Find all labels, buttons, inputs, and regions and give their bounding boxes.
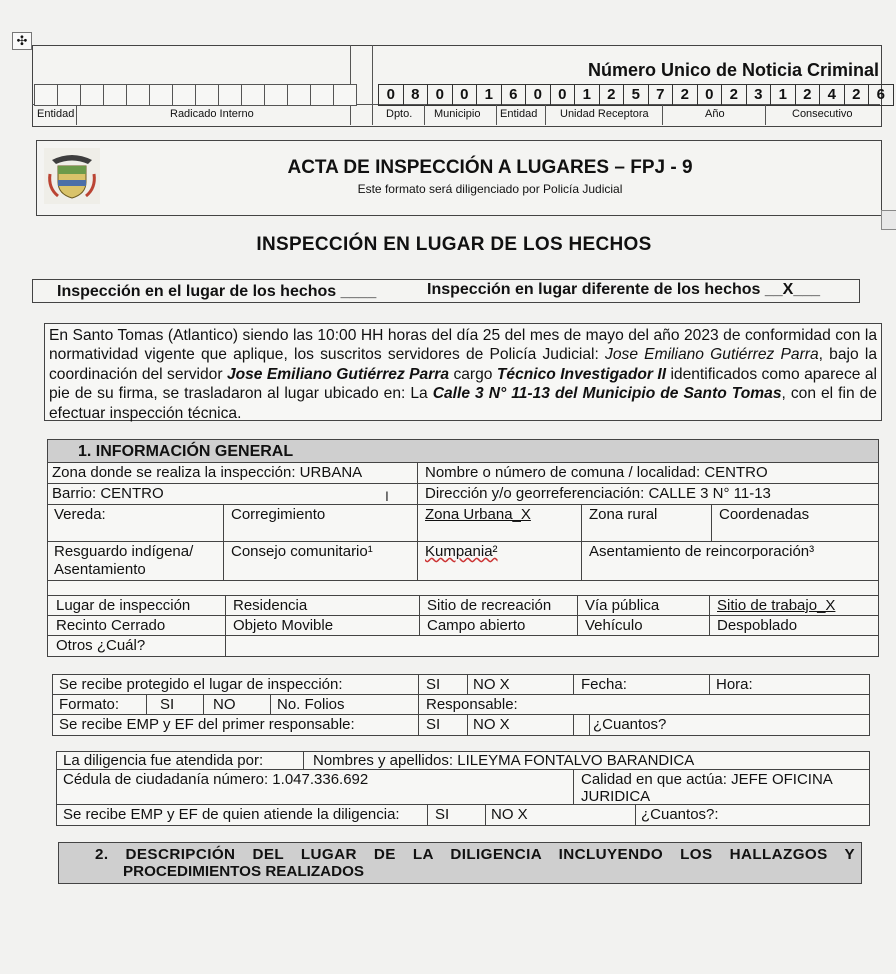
protected-si: SI [426, 676, 441, 693]
formato-si: SI [160, 696, 175, 713]
acta-title: ACTA DE INSPECCIÓN A LUGARES – FPJ - 9 [287, 157, 693, 178]
section-1-heading: 1. INFORMACIÓN GENERAL [48, 440, 878, 463]
folios-field: No. Folios [277, 696, 345, 713]
reincorporacion-field: Asentamiento de reincorporación³ [589, 543, 815, 560]
nunc-digit: 2 [672, 84, 697, 106]
nombres-field: Nombres y apellidos: LILEYMA FONTALVO BARANDICA [313, 752, 695, 769]
nunc-digit: 0 [525, 84, 550, 106]
option-lugar-diferente: Inspección en lugar diferente de los hechos __X___ [427, 281, 821, 298]
nunc-digit: 0 [378, 84, 403, 106]
nunc-digit: 4 [819, 84, 844, 106]
vehiculo-field: Vehículo [585, 617, 643, 634]
nunc-digit: 2 [795, 84, 820, 106]
table-row [48, 463, 878, 484]
officer-cargo: Técnico Investigador II [496, 365, 667, 383]
emp-no: NO X [473, 716, 510, 733]
table-row [53, 715, 869, 735]
table-row [48, 636, 878, 656]
despoblado-field: Despoblado [717, 617, 798, 634]
cedula-field: Cédula de ciudadanía número: 1.047.336.692 [63, 771, 369, 788]
nunc-digit: 8 [403, 84, 428, 106]
nunc-digit: 2 [721, 84, 746, 106]
corregimiento-field: Corregimiento [231, 506, 326, 523]
zona-urbana-field: Zona Urbana_X [425, 506, 531, 523]
table-row [48, 596, 878, 616]
zona-field: Zona donde se realiza la inspección: URBANA [52, 464, 363, 481]
divider [76, 105, 77, 125]
formato-no: NO [213, 696, 236, 713]
nunc-digits [378, 84, 894, 106]
nunc-digit: 0 [697, 84, 722, 106]
calidad-field: Calidad en que actúa: JEFE OFICINA JURIDICA [581, 771, 832, 805]
section-2-heading-line2: PROCEDIMIENTOS REALIZADOS [123, 863, 365, 880]
label-consecutivo: Consecutivo [792, 108, 853, 120]
nunc-digit: 6 [501, 84, 526, 106]
kumpania-field: Kumpania² [425, 543, 498, 560]
table-row [57, 752, 869, 770]
label-municipio: Municipio [434, 108, 481, 120]
nunc-title: Número Unico de Noticia Criminal [588, 60, 880, 80]
asentamiento-field: Asentamiento [54, 561, 146, 578]
option-lugar-hechos: Inspección en el lugar de los hechos ____ [57, 283, 377, 300]
coordenadas-field: Coordenadas [719, 506, 810, 523]
fecha-field: Fecha: [581, 676, 627, 693]
campo-field: Campo abierto [427, 617, 526, 634]
label-anio: Año [705, 108, 725, 120]
inspection-title: INSPECCIÓN EN LUGAR DE LOS HECHOS [256, 234, 652, 255]
formato-label: Formato: [59, 696, 120, 713]
label-entidad: Entidad [500, 108, 538, 120]
vereda-field: Vereda: [54, 506, 106, 523]
nunc-digit: 2 [844, 84, 869, 106]
attended-si: SI [435, 806, 450, 823]
section-2-heading-line1: 2. DESCRIPCIÓN DEL LUGAR DE LA DILIGENCIA INCLUYENDO LOS HALLAZGOS Y [95, 846, 855, 863]
nunc-digit: 0 [452, 84, 477, 106]
comuna-field: Nombre o número de comuna / localidad: CENTRO [425, 464, 768, 481]
table-row [48, 484, 878, 505]
coordinator-name: Jose Emiliano Gutiérrez Parra [226, 365, 450, 383]
nunc-digit: 1 [476, 84, 501, 106]
section-descripcion [58, 842, 862, 884]
emp-primer-responsable: Se recibe EMP y EF del primer responsable: [59, 716, 355, 733]
narrative-part: En Santo Tomas (Atlantico) siendo las 10:00 HH horas del día 25 del mes de mayo del año 2023 de conformidad con la normatividad vigente que aplique, los suscritos servidores de Policía Judicial: [49, 327, 877, 364]
attended-no: NO X [491, 806, 528, 823]
narrative-part: identificados como aparece al pie de su firma, se trasladaron al lugar ubicado en: La [49, 365, 877, 403]
nunc-digit: 5 [623, 84, 648, 106]
nunc-digit: 0 [427, 84, 452, 106]
cuantos-field: ¿Cuantos? [593, 716, 667, 733]
nunc-digit: 3 [746, 84, 771, 106]
hora-field: Hora: [716, 676, 753, 693]
label-dpto: Dpto. [386, 108, 413, 120]
section-informacion-general [47, 439, 879, 657]
divider [496, 105, 497, 125]
via-publica-field: Vía pública [585, 597, 660, 614]
divider [424, 105, 425, 125]
zona-rural-field: Zona rural [589, 506, 658, 523]
protected-site-box [52, 674, 870, 736]
attended-cuantos: ¿Cuantos?: [641, 806, 719, 823]
residencia-field: Residencia [233, 597, 308, 614]
table-row [57, 805, 869, 825]
otros-field: Otros ¿Cuál? [56, 637, 146, 654]
narrative-box [44, 323, 882, 421]
label-entidad-left: Entidad [37, 108, 75, 120]
nunc-digit: 1 [770, 84, 795, 106]
divider [662, 105, 663, 125]
emp-si: SI [426, 716, 441, 733]
nunc-digit: 6 [868, 84, 894, 106]
table-row [57, 770, 869, 805]
officer-name: Jose Emiliano Gutiérrez Parra [605, 346, 819, 364]
nunc-digit: 1 [574, 84, 599, 106]
direccion-field: Dirección y/o georreferenciación: CALLE 3 N° 11-13 [425, 485, 771, 502]
emp-atiende-label: Se recibe EMP y EF de quien atiende la diligencia: [63, 806, 400, 823]
inspection-options [32, 279, 860, 303]
recreacion-field: Sitio de recreación [427, 597, 552, 614]
nunc-digit: 2 [599, 84, 624, 106]
divider [765, 105, 766, 125]
atendida-por-label: La diligencia fue atendida por: [63, 752, 264, 769]
narrative-text [49, 326, 877, 423]
spacer [48, 581, 878, 596]
scroll-handle[interactable] [881, 210, 896, 230]
lugar-inspeccion-label: Lugar de inspección [56, 597, 191, 614]
nunc-digit: 0 [550, 84, 575, 106]
table-row [48, 616, 878, 636]
narrative-part: , bajo la coordinación del servidor [49, 346, 877, 383]
table-move-handle-icon[interactable]: ✣ [12, 32, 32, 50]
label-unidad-receptora: Unidad Receptora [560, 108, 649, 120]
inspection-address: Calle 3 N° 11-13 del Municipio de Santo Tomas [432, 385, 782, 403]
table-row [53, 695, 869, 715]
barrio-field: Barrio: CENTRO [52, 485, 164, 502]
objeto-field: Objeto Movible [233, 617, 334, 634]
nunc-digit: 7 [648, 84, 673, 106]
acta-subtitle: Este formato será diligenciado por Policía Judicial [357, 182, 623, 196]
protected-no: NO X [473, 676, 510, 693]
responsable-field: Responsable: [426, 696, 518, 713]
sitio-trabajo-field: Sitio de trabajo_X [717, 597, 836, 614]
divider [372, 45, 373, 125]
divider [545, 105, 546, 125]
recinto-field: Recinto Cerrado [56, 617, 166, 634]
label-radicado: Radicado Interno [170, 108, 254, 120]
resguardo-field: Resguardo indígena/ [54, 543, 194, 560]
table-row [48, 505, 878, 542]
radicado-grid [34, 84, 357, 106]
text-cursor-icon: I [385, 488, 389, 504]
protected-question: Se recibe protegido el lugar de inspección: [59, 676, 343, 693]
narrative-part: , con el fin de efectuar inspección técnica. [49, 385, 877, 422]
table-row [48, 542, 878, 581]
attended-box [56, 751, 870, 826]
consejo-field: Consejo comunitario¹ [231, 543, 373, 560]
narrative-part: cargo [449, 365, 497, 383]
table-row [53, 675, 869, 695]
